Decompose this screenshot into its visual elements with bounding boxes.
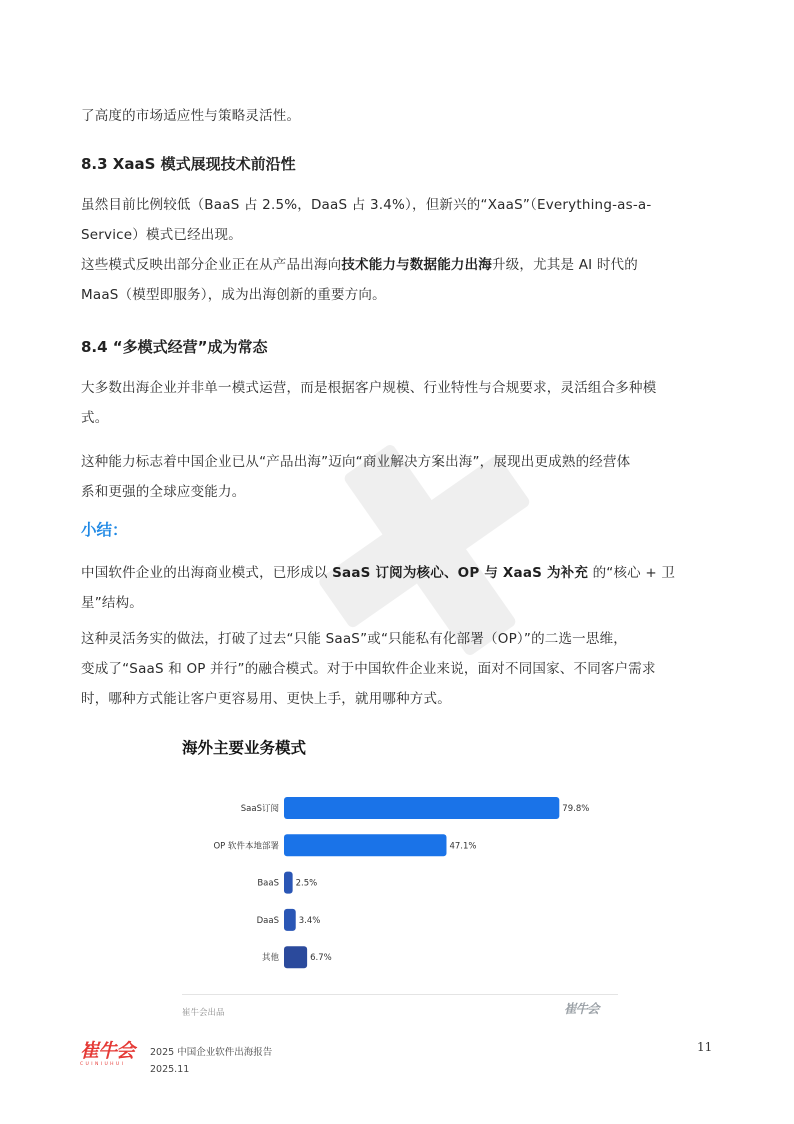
summary-1-line-2: 星”结构。 (81, 595, 143, 611)
summary-paragraph-1 (81, 558, 721, 618)
value-label: 6.7% (310, 953, 332, 964)
summary-2-line-2: 变成了“SaaS 和 OP 并行”的融合模式。对于中国软件企业来说，面对不同国家、不同客户需求 (81, 661, 656, 677)
value-label: 79.8% (562, 804, 590, 814)
xaas-line-3 (81, 250, 721, 280)
xaas-line-4: MaaS（模型即服务），成为出海创新的重要方向。 (81, 287, 386, 303)
chart-divider (182, 994, 618, 995)
bar (284, 872, 293, 894)
xaas-text-post: 升级，尤其是 AI 时代的 (492, 257, 638, 273)
bar (284, 946, 307, 968)
category-label: DaaS (256, 915, 279, 926)
category-label: 其他 (261, 953, 279, 964)
summary-text-pre: 中国软件企业的出海商业模式，已形成以 (81, 565, 333, 581)
value-label: 2.5% (295, 878, 318, 889)
business-model-chart (170, 718, 630, 1026)
summary-paragraph-2 (81, 624, 721, 714)
chart-title: 海外主要业务模式 (182, 739, 307, 757)
footer-logo (80, 1040, 134, 1067)
xaas-text-pre: 这些模式反映出部分企业正在从产品出海向 (81, 257, 342, 273)
xaas-paragraph (81, 190, 721, 310)
chart-source: 崔牛会出品 (182, 1008, 225, 1018)
category-label: BaaS (257, 878, 279, 889)
xaas-line-1: 虽然目前比例较低（BaaS 占 2.5%，DaaS 占 3.4%），但新兴的“XaaS”（Everything-as-a- (81, 197, 652, 213)
multi-mode-line-1: 大多数出海企业并非单一模式运营，而是根据客户规模、行业特性与合规要求，灵活组合多种模 (81, 380, 657, 396)
section-heading-8-3: 8.3 XaaS 模式展现技术前沿性 (81, 155, 296, 173)
bar (284, 797, 559, 819)
capability-line-2: 系和更强的全球应变能力。 (81, 484, 246, 500)
section-heading-8-4: 8.4 “多模式经营”成为常态 (81, 338, 268, 356)
bar (284, 909, 296, 931)
footer-date: 2025.11 (150, 1064, 190, 1075)
intro-paragraph (81, 101, 721, 131)
value-label: 3.4% (298, 915, 321, 926)
summary-1-line-1 (81, 558, 721, 588)
bar (284, 834, 446, 856)
summary-text-post: 的“核心 + 卫 (588, 565, 676, 581)
footer-logo-mark: 崔牛会 (80, 1040, 135, 1062)
summary-title: 小结： (81, 521, 128, 539)
category-label: SaaS订阅 (240, 804, 279, 814)
summary-2-line-1: 这种灵活务实的做法，打破了过去“只能 SaaS”或“只能私有化部署（OP）”的二选一思维， (81, 631, 627, 647)
capability-line-1: 这种能力标志着中国企业已从“产品出海”迈向“商业解决方案出海”，展现出更成熟的经营体 (81, 454, 631, 470)
capability-paragraph (81, 447, 721, 507)
multi-mode-line-2: 式。 (81, 410, 109, 426)
chart-plot (170, 718, 630, 994)
summary-2-line-3: 时，哪种方式能让客户更容易用、更快上手，就用哪种方式。 (81, 691, 451, 707)
footer-report-title: 2025 中国企业软件出海报告 (150, 1047, 273, 1058)
xaas-line-2: Service）模式已经出现。 (81, 227, 242, 243)
footer-logo-sub: CUINIUHUI (80, 1062, 126, 1067)
summary-text-bold: SaaS 订阅为核心、OP 与 XaaS 为补充 (332, 565, 589, 581)
intro-line: 了高度的市场适应性与策略灵活性。 (81, 108, 301, 124)
multi-mode-paragraph (81, 373, 721, 433)
category-label: OP 软件本地部署 (213, 841, 279, 852)
chart-logo: 崔牛会 (564, 1001, 599, 1016)
value-label: 47.1% (449, 841, 477, 852)
xaas-text-bold: 技术能力与数据能力出海 (341, 257, 493, 273)
page-number: 11 (697, 1040, 713, 1054)
